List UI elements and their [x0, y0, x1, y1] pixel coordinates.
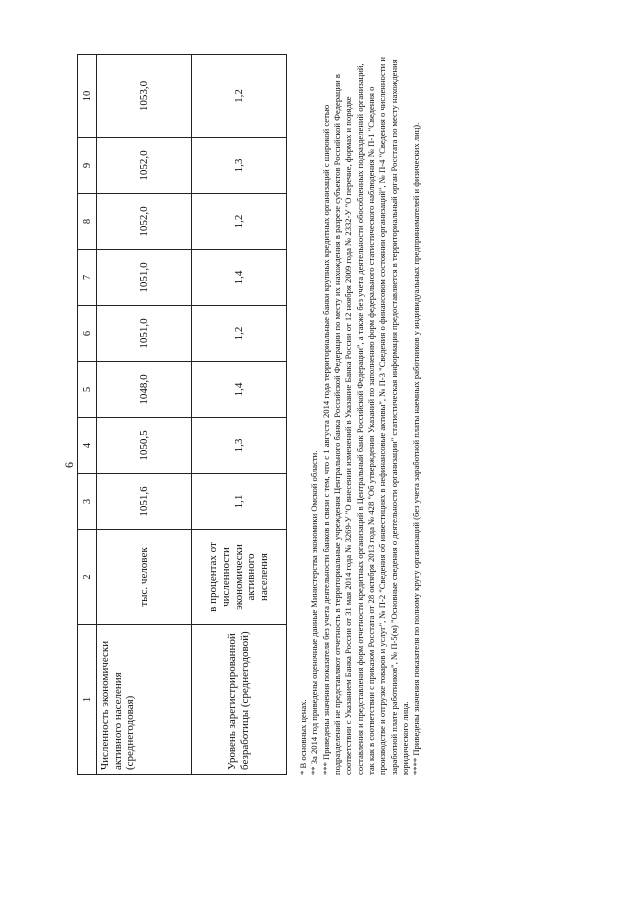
value-cell: 1048,0	[97, 362, 192, 418]
statistics-table	[77, 54, 287, 775]
value-cell: 1,2	[192, 306, 287, 362]
value-cell: 1052,0	[97, 194, 192, 250]
value-cell: 1,2	[192, 55, 287, 138]
table-row	[97, 55, 192, 775]
column-number: 5	[78, 362, 97, 418]
value-cell: 1051,6	[97, 474, 192, 530]
value-cell: 1,3	[192, 138, 287, 194]
unit-cell: тыс. человек	[97, 530, 192, 625]
unit-cell: в процентах от численности экономически активного населения	[192, 530, 287, 625]
indicator-cell: Численность экономически активного населения (среднегодовая)	[97, 625, 192, 775]
column-number: 4	[78, 418, 97, 474]
column-number: 9	[78, 138, 97, 194]
column-number-row	[78, 55, 97, 775]
table-row	[192, 55, 287, 775]
footnotes	[298, 55, 423, 775]
value-cell: 1050,5	[97, 418, 192, 474]
value-cell: 1051,0	[97, 306, 192, 362]
page-number: 6	[62, 462, 76, 468]
column-number: 1	[78, 625, 97, 775]
column-number: 6	[78, 306, 97, 362]
footnote: *** Приведены значения показателя без учета деятельности банков в связи с тем, что с 1 августа 2014 года территориальные банки крупных кредитных организаций с широкой сетью подразделений не представляют отчетность в территориальные учреждения Центрального банка Российской Федерации по месту их нахождения в разрезе субъектов Российской Федерации в соответствии с Указанием Банка России от 31 мая 2014 года № 3269-У "О внесении изменений в Указание Банка России от 12 ноября 2009 года № 2332-У "О перечне, формах и порядке составления и представления форм отчетности кредитных организаций в Центральный банк Российской Федерации", а также без учета деятельности обособленных подразделений организаций, так как в соответствии с приказом Росстата от 28 октября 2013 года № 428 "Об утверждении Указаний по заполнению форм федерального статистического наблюдения № П-1 "Сведения о производстве и отгрузке товаров и услуг", № П-2 "Сведения об инвестициях в нефинансовые активы", № П-3 "Сведения о финансовом состоянии организаций", № П-4 "Сведения о численности и заработной плате работников", № П-5(м) "Основные сведения о деятельности организации" статистическая информация предоставляется в территориальный орган Росстата по месту нахождения юридического лица.	[320, 57, 411, 775]
column-number: 3	[78, 474, 97, 530]
value-cell: 1,4	[192, 250, 287, 306]
value-cell: 1,4	[192, 362, 287, 418]
footnote: **** Приведены значения показателя по полному кругу организаций (без учета заработной платы наемных работников у индивидуальных предпринимателей и физических лиц).	[411, 122, 422, 775]
value-cell: 1052,0	[97, 138, 192, 194]
value-cell: 1,1	[192, 474, 287, 530]
footnote: ** За 2014 год приведены оценочные данные Министерства экономики Омской области.	[309, 450, 320, 775]
value-cell: 1051,0	[97, 250, 192, 306]
column-number: 7	[78, 250, 97, 306]
column-number: 10	[78, 55, 97, 138]
column-number: 2	[78, 530, 97, 625]
indicator-cell: Уровень зарегистрированной безработицы (среднегодовой)	[192, 625, 287, 775]
value-cell: 1,3	[192, 418, 287, 474]
value-cell: 1053,0	[97, 55, 192, 138]
column-number: 8	[78, 194, 97, 250]
value-cell: 1,2	[192, 194, 287, 250]
footnote: * В основных ценах.	[298, 699, 308, 775]
